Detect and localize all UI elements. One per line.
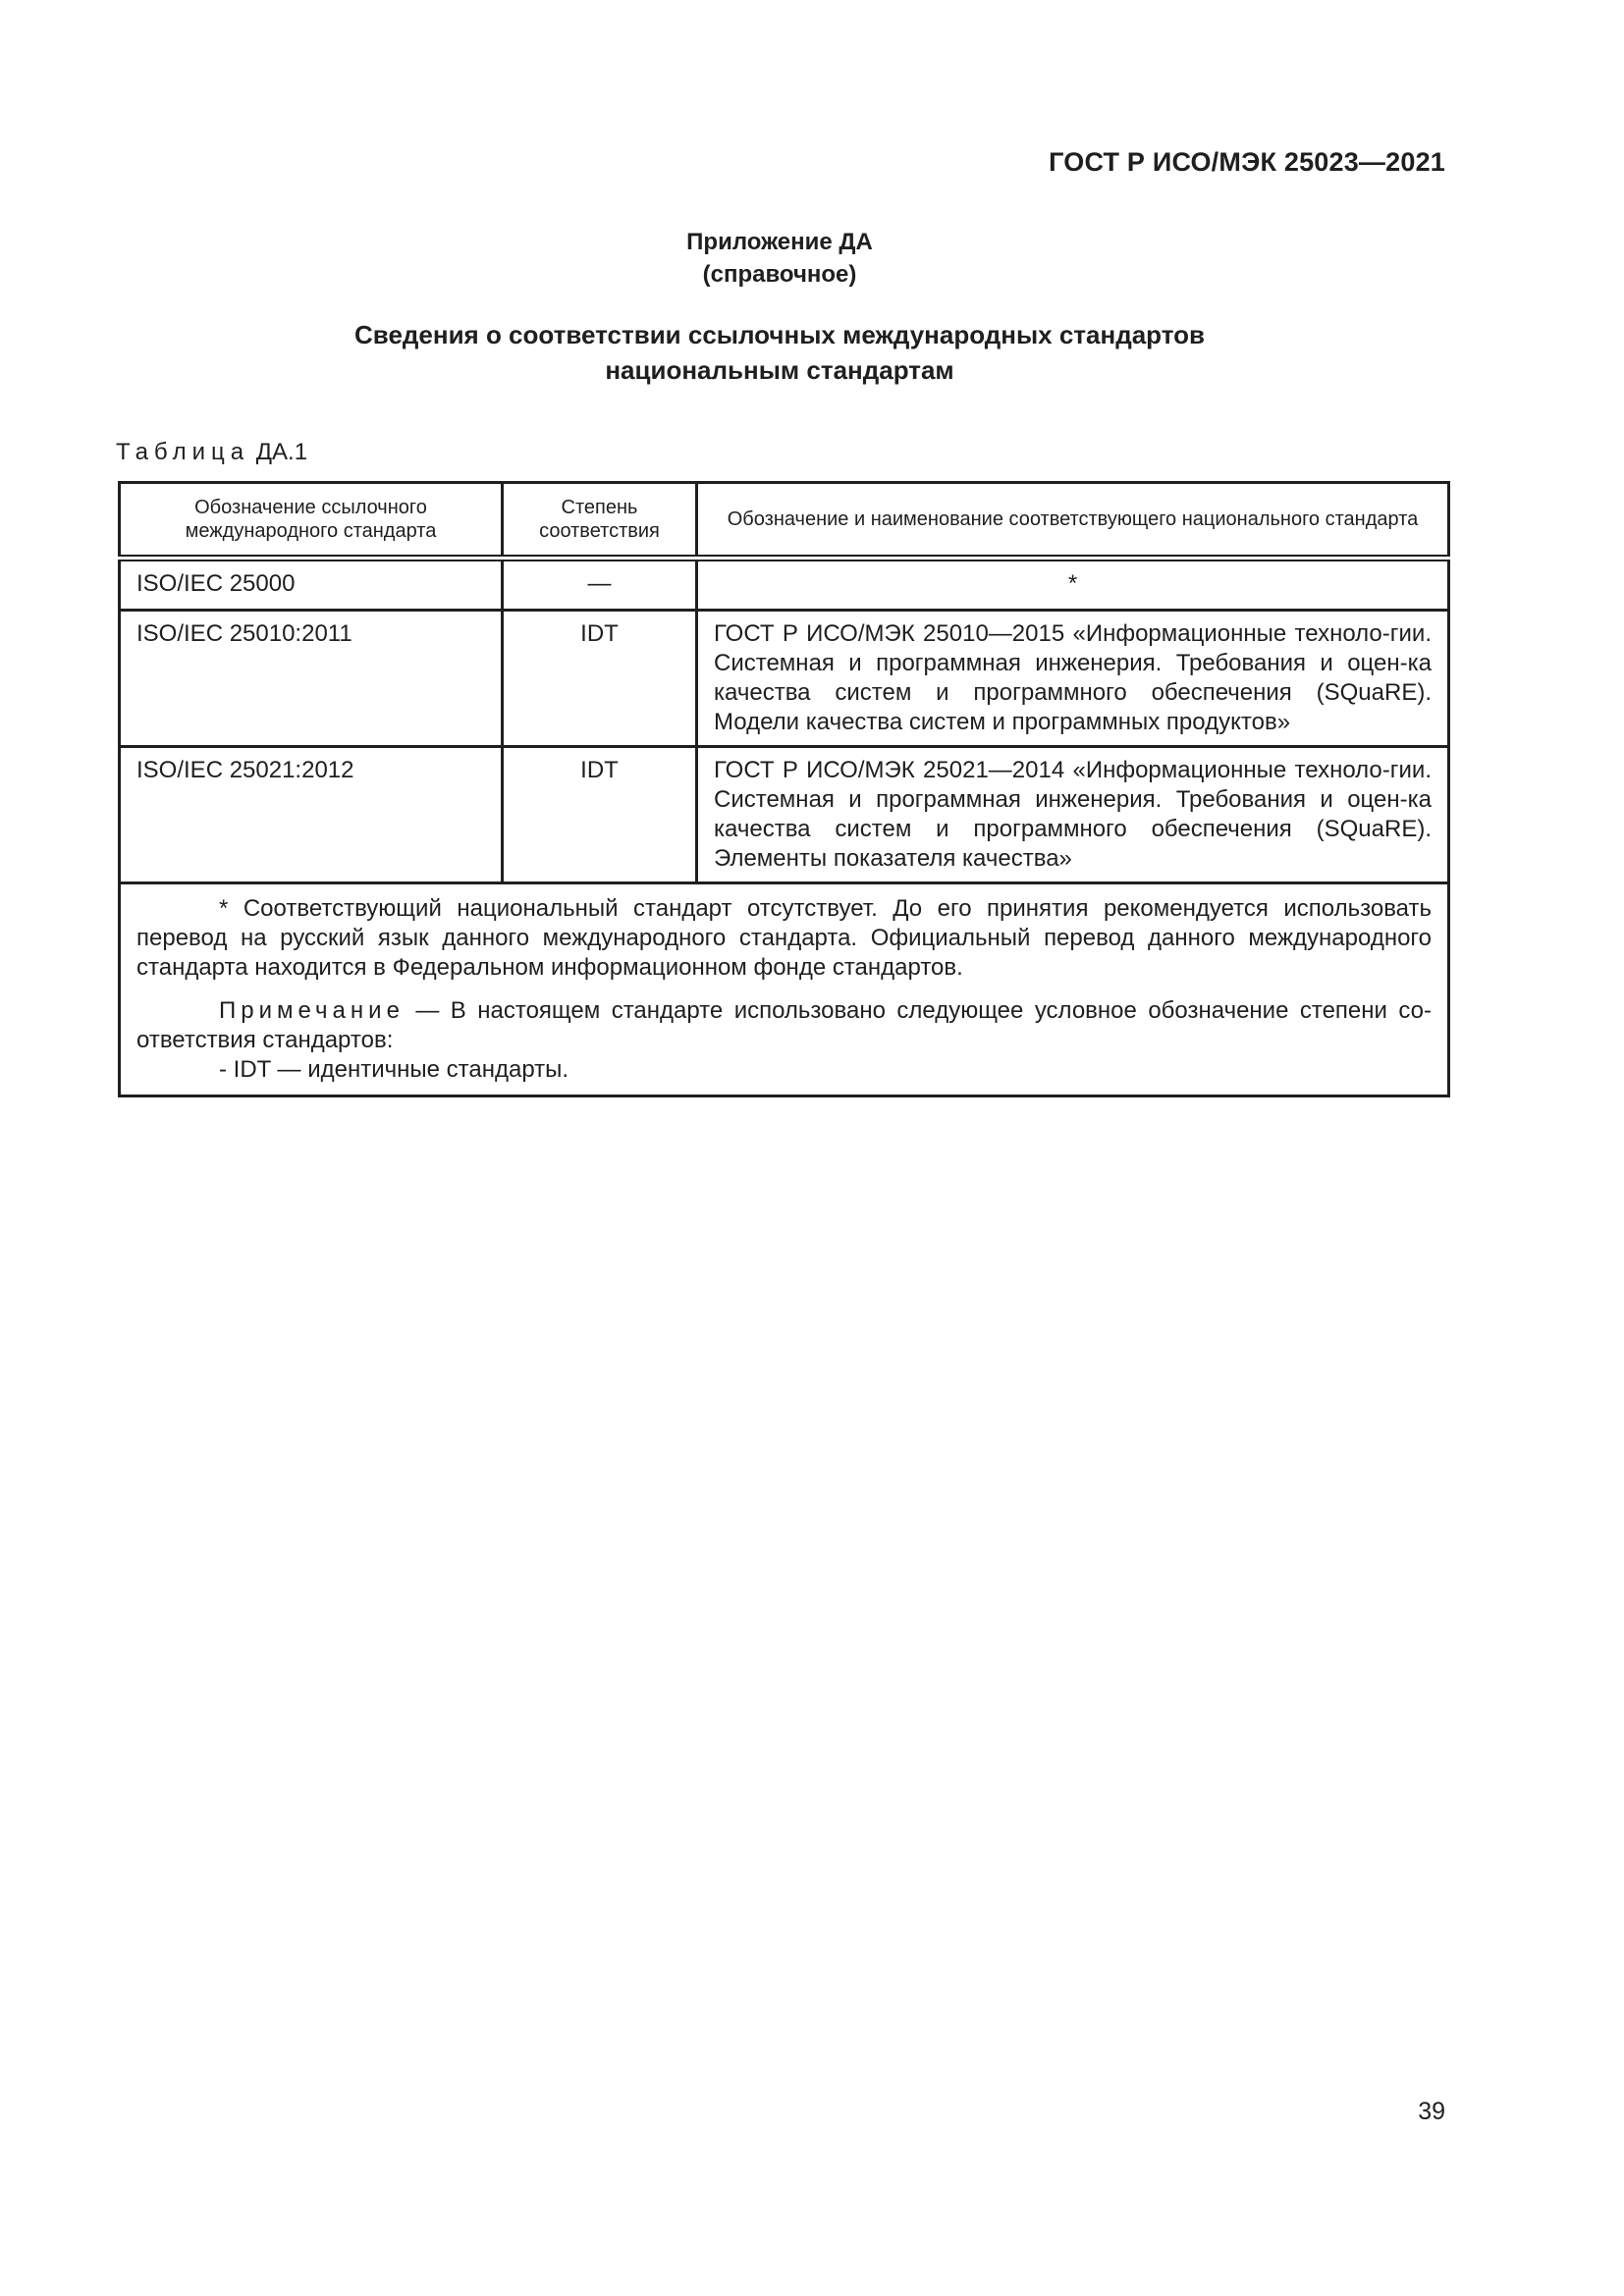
cell-intl-standard: ISO/IEC 25000 <box>120 559 503 611</box>
table-row <box>120 747 1449 883</box>
header-intl-standard: Обозначение ссылочного международного стандарта <box>120 483 503 559</box>
appendix-kind: (справочное) <box>702 261 857 288</box>
note-label: Примечание <box>219 997 405 1024</box>
cell-intl-standard: ISO/IEC 25021:2012 <box>120 747 503 883</box>
appendix-name: Приложение ДА <box>686 229 873 255</box>
header-degree: Степень соответствия <box>503 483 697 559</box>
cell-national-standard: ГОСТ Р ИСО/МЭК 25010—2015 «Информационные техноло-гии. Системная и программная инженерия. Требования и оцен-ка качества систем и программного обеспечения (SQuaRE). Модели качества систем и программных продуктов» <box>697 611 1449 747</box>
title-line-1: Сведения о соответствии ссылочных международных стандартов <box>354 320 1205 349</box>
cell-degree: IDT <box>503 747 697 883</box>
table-footer-row <box>120 883 1449 1096</box>
cell-intl-standard: ISO/IEC 25010:2011 <box>120 611 503 747</box>
table-caption-word: Таблица <box>116 439 250 465</box>
section-title <box>0 317 1559 388</box>
table-header-row <box>120 483 1449 559</box>
table-row <box>120 611 1449 747</box>
document-code: ГОСТ Р ИСО/МЭК 25023—2021 <box>1049 147 1445 177</box>
table-caption <box>116 439 307 466</box>
cell-degree: — <box>503 559 697 611</box>
header-national-standard: Обозначение и наименование соответствующего национального стандарта <box>697 483 1449 559</box>
note-paragraph <box>136 996 1432 1055</box>
note-text: — В настоящем стандарте использовано следующее условное обозначение степени со-ответствия стандартов: <box>136 997 1432 1053</box>
page-number: 39 <box>1418 2098 1445 2125</box>
table-footnote-cell <box>120 883 1449 1096</box>
title-line-2: национальным стандартам <box>605 355 954 385</box>
cell-degree: IDT <box>503 611 697 747</box>
table-row <box>120 559 1449 611</box>
correspondence-table <box>118 481 1450 1097</box>
cell-national-standard: * <box>697 559 1449 611</box>
appendix-heading <box>0 226 1559 291</box>
note-list-item: - IDT — идентичные стандарты. <box>219 1056 569 1083</box>
table-caption-id: ДА.1 <box>255 439 308 465</box>
cell-national-standard: ГОСТ Р ИСО/МЭК 25021—2014 «Информационные техноло-гии. Системная и программная инженерия. Требования и оцен-ка качества систем и программного обеспечения (SQuaRE). Элементы показателя качества» <box>697 747 1449 883</box>
footnote-text: * Соответствующий национальный стандарт отсутствует. До его принятия рекомендуется использовать перевод на русский язык данного международного стандарта. Официальный перевод данного международного стандарта находится в Федеральном информационном фонде стандартов. <box>136 895 1432 981</box>
